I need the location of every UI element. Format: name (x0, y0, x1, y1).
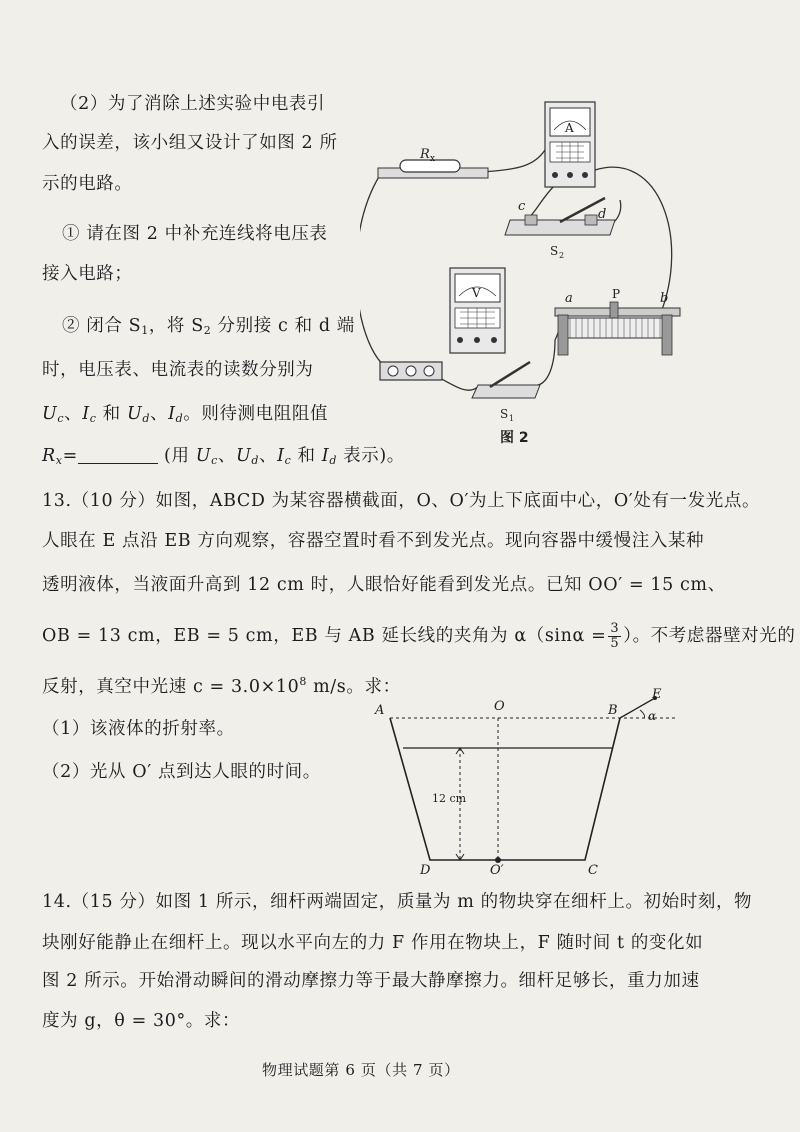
svg-text:P: P (612, 287, 621, 301)
q14-line-2: 块刚好能静止在细杆上。现以水平向左的力 F 作用在物块上，F 随时间 t 的变化如 (42, 933, 704, 953)
svg-text:b: b (660, 291, 669, 306)
wire-rx-left (360, 175, 390, 370)
q12-line-5: 接入电路； (42, 264, 133, 284)
q12-line-2: 入的误差，该小组又设计了如图 2 所 (42, 133, 338, 153)
svg-text:V: V (472, 286, 481, 300)
svg-text:A: A (565, 121, 574, 135)
svg-text:R: R (420, 147, 430, 162)
wire-rx-ammeter (480, 150, 545, 172)
q14-line-3: 图 2 所示。开始滑动瞬间的滑动摩擦力等于最大静摩擦力。细杆足够长，重力加速 (42, 971, 700, 991)
q13-sub-question-1: （1）该液体的折射率。 (42, 719, 235, 739)
q13-line-4: OB = 13 cm，EB = 5 cm，EB 与 AB 延长线的夹角为 α（sinα = $\frac{3}{5}$ ）。不考虑器壁对光的 (42, 621, 796, 651)
q12-line-7: 时，电压表、电流表的读数分别为 (42, 360, 314, 380)
rheostat (555, 287, 680, 355)
fraction-sin-alpha: $\frac{3}{5}$ (610, 621, 620, 651)
svg-text:O′: O′ (490, 863, 504, 878)
svg-text:12 cm: 12 cm (432, 792, 467, 805)
q13-sub-question-2: （2）光从 O′ 点到达人眼的时间。 (42, 762, 321, 782)
svg-text:S: S (500, 407, 509, 421)
svg-text:E: E (652, 688, 662, 702)
svg-text:d: d (598, 207, 607, 222)
svg-text:C: C (588, 863, 598, 878)
figure-2-caption: 图 2 (500, 430, 529, 446)
battery (380, 362, 442, 380)
q13-line-1: 13.（10 分）如图，ABCD 为某容器横截面，O、O′为上下底面中心，O′处有一发光点。 (42, 491, 761, 511)
q14-line-1: 14.（15 分）如图 1 所示，细杆两端固定，质量为 m 的物块穿在细杆上。初始时刻，物 (42, 892, 753, 912)
answer-blank[interactable] (78, 445, 158, 464)
svg-text:α: α (648, 709, 657, 723)
svg-text:S: S (550, 244, 559, 258)
q13-line-5: 反射，真空中光速 $c = 3.0\times 10^8$ m/s。求： (42, 675, 401, 697)
container-walls (390, 718, 620, 860)
circuit-figure-2 (360, 90, 710, 450)
switch-s2 (505, 198, 615, 260)
svg-text:c: c (518, 199, 526, 214)
svg-text:a: a (565, 291, 573, 306)
q13-line-3: 透明液体，当液面升高到 12 cm 时，人眼恰好能看到发光点。已知 OO′ = 15 cm、 (42, 575, 726, 595)
q12-line-6: ② 闭合 $S_1$，将 $S_2$ 分别接 c 和 d 端 (62, 316, 355, 337)
q12-line-1: （2）为了消除上述实验中电表引 (60, 94, 326, 114)
container-figure (370, 688, 700, 878)
q12-line-4: ① 请在图 2 中补充连线将电压表 (62, 224, 328, 244)
q14-line-4: 度为 g，θ = 30°。求： (42, 1011, 241, 1031)
svg-text:B: B (608, 703, 618, 718)
resistor-rx (378, 147, 488, 178)
svg-text:x: x (430, 154, 436, 164)
wire-s1-a (530, 340, 555, 386)
q12-line-3: 示的电路。 (42, 174, 133, 194)
voltmeter (450, 268, 505, 353)
q12-line-9: $R_x=$ (用 $U_c$、$U_d$、$I_c$ 和 $I_d$ 表示)。 (42, 446, 405, 467)
switch-s1 (472, 362, 540, 423)
svg-text:A: A (375, 703, 385, 718)
svg-text:O: O (494, 699, 505, 714)
svg-text:1: 1 (509, 414, 515, 423)
q13-line-2: 人眼在 E 点沿 EB 方向观察，容器空置时看不到发光点。现向容器中缓慢注入某种 (42, 531, 705, 551)
svg-text:D: D (420, 863, 431, 878)
q12-line-8: $U_c$、$I_c$ 和 $U_d$、$I_d$。则待测电阻阻值 (42, 404, 329, 425)
page-footer: 物理试题第 6 页（共 7 页） (262, 1061, 460, 1079)
ammeter (545, 102, 595, 187)
svg-text:2: 2 (559, 251, 565, 260)
